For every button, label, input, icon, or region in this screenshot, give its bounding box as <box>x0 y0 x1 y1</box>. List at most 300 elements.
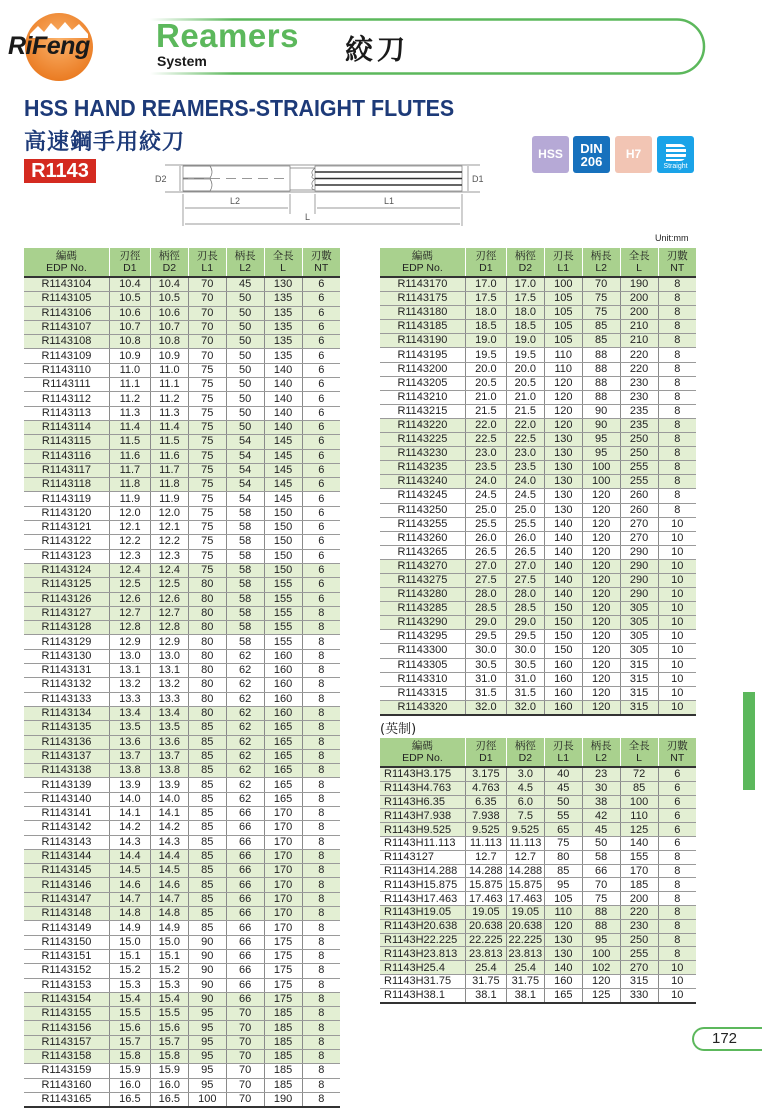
table-cell: 62 <box>226 792 264 806</box>
table-cell: 100 <box>188 1092 226 1107</box>
table-cell: 260 <box>620 503 658 517</box>
table-cell: 305 <box>620 630 658 644</box>
table-cell: 13.4 <box>150 706 188 720</box>
table-cell: 155 <box>264 592 302 606</box>
table-cell: 88 <box>582 348 620 362</box>
table-cell: 16.5 <box>150 1092 188 1107</box>
table-cell: 6 <box>302 277 340 292</box>
column-header <box>582 248 620 277</box>
table-cell: 24.0 <box>506 475 544 489</box>
table-cell: 150 <box>264 549 302 563</box>
table-row <box>24 378 340 392</box>
table-cell: 130 <box>264 277 302 292</box>
table-cell: 85 <box>188 849 226 863</box>
table-cell: 8 <box>658 461 696 475</box>
column-header-en: D1 <box>479 752 493 764</box>
table-row <box>380 961 696 975</box>
table-cell: 25.5 <box>506 517 544 531</box>
table-cell: 220 <box>620 905 658 919</box>
table-cell: 13.7 <box>109 749 150 763</box>
table-cell: 80 <box>188 635 226 649</box>
table-cell: 8 <box>302 764 340 778</box>
table-cell: 135 <box>264 306 302 320</box>
table-row <box>24 849 340 863</box>
table-cell: 175 <box>264 978 302 992</box>
table-cell: 6 <box>302 463 340 477</box>
table-row <box>24 492 340 506</box>
table-cell: 13.2 <box>150 678 188 692</box>
table-row <box>24 1007 340 1021</box>
edp-number-cell: R1143310 <box>380 672 465 686</box>
table-cell: 120 <box>582 700 620 715</box>
table-row <box>24 1035 340 1049</box>
table-cell: 50 <box>226 420 264 434</box>
page-number <box>692 1027 762 1051</box>
table-cell: 22.225 <box>506 933 544 947</box>
table-cell: 6 <box>658 795 696 809</box>
table-cell: 8 <box>302 806 340 820</box>
table-cell: 155 <box>264 578 302 592</box>
table-cell: 19.05 <box>465 905 506 919</box>
table-cell: 8 <box>302 1007 340 1021</box>
column-header <box>150 248 188 277</box>
table-cell: 10 <box>658 559 696 573</box>
table-row <box>380 864 696 878</box>
table-cell: 58 <box>226 606 264 620</box>
table-cell: 14.288 <box>506 864 544 878</box>
table-cell: 45 <box>544 781 582 795</box>
table-cell: 12.7 <box>109 606 150 620</box>
table-cell: 23.813 <box>506 947 544 961</box>
table-row <box>380 933 696 947</box>
table-cell: 315 <box>620 658 658 672</box>
table-cell: 50 <box>226 378 264 392</box>
column-header-cn: 柄徑 <box>514 740 536 752</box>
table-cell: 8 <box>302 1092 340 1107</box>
table-cell: 90 <box>188 978 226 992</box>
table-cell: 12.5 <box>109 578 150 592</box>
table-cell: 130 <box>544 475 582 489</box>
table-cell: 150 <box>544 630 582 644</box>
table-cell: 130 <box>544 947 582 961</box>
column-header <box>380 248 465 277</box>
table-cell: 14.4 <box>109 849 150 863</box>
table-cell: 75 <box>188 549 226 563</box>
edp-number-cell: R1143108 <box>24 335 109 349</box>
table-cell: 22.5 <box>506 433 544 447</box>
table-cell: 8 <box>658 334 696 348</box>
table-cell: 160 <box>544 974 582 988</box>
table-cell: 88 <box>582 362 620 376</box>
table-cell: 10 <box>658 545 696 559</box>
edp-number-cell: R1143135 <box>24 721 109 735</box>
table-cell: 130 <box>544 489 582 503</box>
table-cell: 13.3 <box>150 692 188 706</box>
table-cell: 15.2 <box>109 964 150 978</box>
table-cell: 12.6 <box>150 592 188 606</box>
table-cell: 140 <box>544 961 582 975</box>
edp-number-cell: R1143H4.763 <box>380 781 465 795</box>
table-cell: 305 <box>620 602 658 616</box>
table-row <box>380 602 696 616</box>
table-cell: 100 <box>582 947 620 961</box>
table-cell: 160 <box>544 672 582 686</box>
table-cell: 11.8 <box>150 478 188 492</box>
table-row <box>24 435 340 449</box>
table-cell: 27.0 <box>465 559 506 573</box>
table-cell: 70 <box>188 335 226 349</box>
table-cell: 80 <box>188 706 226 720</box>
table-cell: 14.5 <box>150 864 188 878</box>
table-cell: 88 <box>582 919 620 933</box>
column-header <box>226 248 264 277</box>
table-row <box>24 449 340 463</box>
table-row <box>24 478 340 492</box>
table-cell: 120 <box>582 545 620 559</box>
table-cell: 6 <box>658 836 696 850</box>
column-header-cn: 刃長 <box>196 250 218 262</box>
table-cell: 160 <box>544 700 582 715</box>
table-cell: 170 <box>264 878 302 892</box>
edp-number-cell: R1143H38.1 <box>380 988 465 1002</box>
table-cell: 230 <box>620 919 658 933</box>
table-cell: 90 <box>188 964 226 978</box>
table-cell: 8 <box>302 949 340 963</box>
table-cell: 45 <box>226 277 264 292</box>
table-cell: 6 <box>302 521 340 535</box>
table-cell: 85 <box>188 921 226 935</box>
table-cell: 19.5 <box>506 348 544 362</box>
table-cell: 10 <box>658 974 696 988</box>
edp-number-cell: R1143156 <box>24 1021 109 1035</box>
table-cell: 85 <box>188 764 226 778</box>
badge-din-line2: 206 <box>580 153 603 169</box>
table-row <box>380 292 696 306</box>
table-cell: 8 <box>658 864 696 878</box>
table-cell: 25.5 <box>465 517 506 531</box>
table-cell: 15.0 <box>109 935 150 949</box>
table-cell: 23 <box>582 767 620 781</box>
table-cell: 6 <box>302 506 340 520</box>
column-header-en: NT <box>670 262 685 274</box>
table-row <box>24 907 340 921</box>
table-cell: 200 <box>620 292 658 306</box>
table-cell: 18.0 <box>506 306 544 320</box>
table-cell: 70 <box>188 320 226 334</box>
table-cell: 130 <box>544 933 582 947</box>
table-cell: 10 <box>658 686 696 700</box>
table-row <box>24 821 340 835</box>
table-cell: 50 <box>226 406 264 420</box>
table-cell: 20.5 <box>465 376 506 390</box>
table-cell: 8 <box>658 277 696 292</box>
table-cell: 66 <box>226 821 264 835</box>
table-cell: 120 <box>582 686 620 700</box>
table-cell: 80 <box>544 850 582 864</box>
table-cell: 22.5 <box>465 433 506 447</box>
edp-number-cell: R1143195 <box>380 348 465 362</box>
table-cell: 11.1 <box>150 378 188 392</box>
table-row <box>24 335 340 349</box>
table-cell: 260 <box>620 489 658 503</box>
table-cell: 12.7 <box>506 850 544 864</box>
table-cell: 315 <box>620 700 658 715</box>
table-cell: 25.4 <box>465 961 506 975</box>
table-cell: 140 <box>544 573 582 587</box>
table-cell: 10.9 <box>109 349 150 363</box>
column-header-cn: 刃數 <box>666 740 688 752</box>
table-cell: 27.5 <box>506 573 544 587</box>
spec-table-left <box>24 248 340 1108</box>
table-cell: 165 <box>264 749 302 763</box>
table-cell: 165 <box>544 988 582 1002</box>
table-cell: 14.0 <box>150 792 188 806</box>
table-cell: 15.5 <box>109 1007 150 1021</box>
table-cell: 315 <box>620 686 658 700</box>
table-cell: 75 <box>582 292 620 306</box>
table-row <box>24 578 340 592</box>
table-cell: 85 <box>188 792 226 806</box>
table-cell: 25.0 <box>506 503 544 517</box>
table-cell: 120 <box>582 517 620 531</box>
table-cell: 8 <box>302 735 340 749</box>
edp-number-cell: R1143110 <box>24 363 109 377</box>
edp-number-cell: R1143127 <box>380 850 465 864</box>
table-cell: 90 <box>582 418 620 432</box>
table-cell: 120 <box>582 531 620 545</box>
table-cell: 62 <box>226 764 264 778</box>
table-cell: 13.6 <box>150 735 188 749</box>
table-cell: 11.6 <box>150 449 188 463</box>
table-cell: 10.8 <box>150 335 188 349</box>
edp-number-cell: R1143127 <box>24 606 109 620</box>
table-row <box>380 588 696 602</box>
column-header <box>24 248 109 277</box>
edp-number-cell: R1143109 <box>24 349 109 363</box>
table-row <box>24 1021 340 1035</box>
table-cell: 14.8 <box>150 907 188 921</box>
table-cell: 120 <box>582 588 620 602</box>
edp-number-cell: R1143H15.875 <box>380 878 465 892</box>
table-cell: 11.4 <box>150 420 188 434</box>
table-cell: 95 <box>188 1021 226 1035</box>
edp-number-cell: R1143H17.463 <box>380 892 465 906</box>
table-cell: 8 <box>302 1021 340 1035</box>
badge-hss <box>532 136 569 173</box>
table-cell: 30.5 <box>465 658 506 672</box>
table-cell: 155 <box>264 621 302 635</box>
table-cell: 6 <box>658 767 696 781</box>
diagram-label-l1: L1 <box>384 196 395 206</box>
table-cell: 6 <box>302 592 340 606</box>
edp-number-cell: R1143126 <box>24 592 109 606</box>
table-cell: 20.0 <box>506 362 544 376</box>
table-cell: 8 <box>302 1078 340 1092</box>
edp-number-cell: R1143136 <box>24 735 109 749</box>
edp-number-cell: R1143142 <box>24 821 109 835</box>
table-cell: 90 <box>188 992 226 1006</box>
table-cell: 85 <box>188 749 226 763</box>
table-cell: 62 <box>226 706 264 720</box>
table-cell: 42 <box>582 809 620 823</box>
table-cell: 58 <box>226 549 264 563</box>
table-cell: 120 <box>544 390 582 404</box>
table-cell: 66 <box>226 992 264 1006</box>
column-header-en: D2 <box>162 262 177 274</box>
table-cell: 26.0 <box>506 531 544 545</box>
table-cell: 22.0 <box>465 418 506 432</box>
table-cell: 75 <box>188 363 226 377</box>
table-cell: 88 <box>582 390 620 404</box>
table-row <box>380 616 696 630</box>
column-header-cn: 編碼 <box>411 250 433 262</box>
table-cell: 50 <box>582 836 620 850</box>
column-header-en: D1 <box>123 262 137 274</box>
table-cell: 220 <box>620 348 658 362</box>
table-cell: 38.1 <box>465 988 506 1002</box>
table-cell: 20.638 <box>506 919 544 933</box>
table-cell: 120 <box>582 974 620 988</box>
table-cell: 11.2 <box>109 392 150 406</box>
edp-number-cell: R1143132 <box>24 678 109 692</box>
table-cell: 40 <box>544 767 582 781</box>
diagram-label-l2: L2 <box>230 196 241 206</box>
table-cell: 50 <box>226 363 264 377</box>
table-cell: 12.9 <box>150 635 188 649</box>
edp-number-cell: R1143315 <box>380 686 465 700</box>
table-row <box>24 764 340 778</box>
column-header <box>465 248 506 277</box>
table-cell: 105 <box>544 306 582 320</box>
table-cell: 11.5 <box>109 435 150 449</box>
edp-number-cell: R1143H11.113 <box>380 836 465 850</box>
table-row <box>380 362 696 376</box>
column-header <box>302 248 340 277</box>
table-cell: 50 <box>544 795 582 809</box>
table-cell: 14.2 <box>109 821 150 835</box>
table-row <box>380 809 696 823</box>
unit-label: Unit:mm <box>655 233 689 243</box>
table-cell: 10 <box>658 588 696 602</box>
table-cell: 170 <box>264 806 302 820</box>
edp-number-cell: R1143125 <box>24 578 109 592</box>
column-header-cn: 柄徑 <box>514 250 536 262</box>
edp-number-cell: R1143255 <box>380 517 465 531</box>
table-cell: 120 <box>544 376 582 390</box>
edp-number-cell: R1143159 <box>24 1064 109 1078</box>
table-cell: 305 <box>620 644 658 658</box>
edp-number-cell: R1143260 <box>380 531 465 545</box>
table-cell: 13.1 <box>109 664 150 678</box>
column-header <box>109 248 150 277</box>
column-header-en: L <box>280 262 286 274</box>
table-header-row <box>380 248 696 277</box>
table-row <box>380 517 696 531</box>
table-cell: 8 <box>302 692 340 706</box>
table-cell: 145 <box>264 478 302 492</box>
table-row <box>380 433 696 447</box>
table-cell: 140 <box>264 363 302 377</box>
table-cell: 31.5 <box>506 686 544 700</box>
edp-number-cell: R1143265 <box>380 545 465 559</box>
table-cell: 160 <box>264 706 302 720</box>
edp-number-cell: R1143H25.4 <box>380 961 465 975</box>
table-cell: 24.5 <box>465 489 506 503</box>
column-header <box>658 248 696 277</box>
table-row <box>380 988 696 1002</box>
product-title-cn: 高速鋼手用絞刀 <box>24 130 186 155</box>
table-cell: 58 <box>226 635 264 649</box>
table-cell: 150 <box>264 506 302 520</box>
table-cell: 80 <box>188 592 226 606</box>
edp-number-cell: R1143121 <box>24 521 109 535</box>
edp-number-cell: R1143131 <box>24 664 109 678</box>
table-cell: 255 <box>620 947 658 961</box>
table-cell: 8 <box>302 921 340 935</box>
table-cell: 6 <box>302 449 340 463</box>
table-cell: 10.5 <box>109 292 150 306</box>
table-cell: 21.0 <box>506 390 544 404</box>
column-header-cn: 柄長 <box>234 250 256 262</box>
edp-number-cell: R1143128 <box>24 621 109 635</box>
edp-number-cell: R1143113 <box>24 406 109 420</box>
table-cell: 58 <box>226 621 264 635</box>
table-row <box>380 559 696 573</box>
table-cell: 19.05 <box>506 905 544 919</box>
table-cell: 17.5 <box>506 292 544 306</box>
table-row <box>24 606 340 620</box>
badge-h7 <box>615 136 652 173</box>
table-cell: 55 <box>544 809 582 823</box>
table-cell: 12.4 <box>109 563 150 577</box>
table-cell: 160 <box>544 658 582 672</box>
table-cell: 11.3 <box>109 406 150 420</box>
table-cell: 95 <box>582 447 620 461</box>
table-cell: 235 <box>620 404 658 418</box>
table-row <box>24 878 340 892</box>
table-cell: 29.0 <box>506 616 544 630</box>
table-cell: 120 <box>582 616 620 630</box>
table-cell: 100 <box>582 461 620 475</box>
table-cell: 120 <box>582 503 620 517</box>
table-cell: 85 <box>188 778 226 792</box>
table-cell: 13.4 <box>109 706 150 720</box>
table-cell: 66 <box>226 964 264 978</box>
table-cell: 6 <box>302 292 340 306</box>
table-cell: 17.463 <box>506 892 544 906</box>
table-row <box>24 792 340 806</box>
table-cell: 135 <box>264 349 302 363</box>
table-cell: 11.5 <box>150 435 188 449</box>
table-row <box>380 836 696 850</box>
table-cell: 13.5 <box>109 721 150 735</box>
table-cell: 18.5 <box>506 320 544 334</box>
table-cell: 85 <box>582 334 620 348</box>
table-cell: 3.175 <box>465 767 506 781</box>
table-cell: 165 <box>264 721 302 735</box>
table-cell: 15.7 <box>150 1035 188 1049</box>
table-cell: 8 <box>658 390 696 404</box>
table-row <box>380 878 696 892</box>
table-cell: 8 <box>302 706 340 720</box>
table-row <box>380 545 696 559</box>
table-cell: 185 <box>264 1007 302 1021</box>
edp-number-cell: R1143160 <box>24 1078 109 1092</box>
table-cell: 12.5 <box>150 578 188 592</box>
table-cell: 145 <box>264 463 302 477</box>
table-cell: 125 <box>620 823 658 837</box>
table-cell: 15.9 <box>109 1064 150 1078</box>
